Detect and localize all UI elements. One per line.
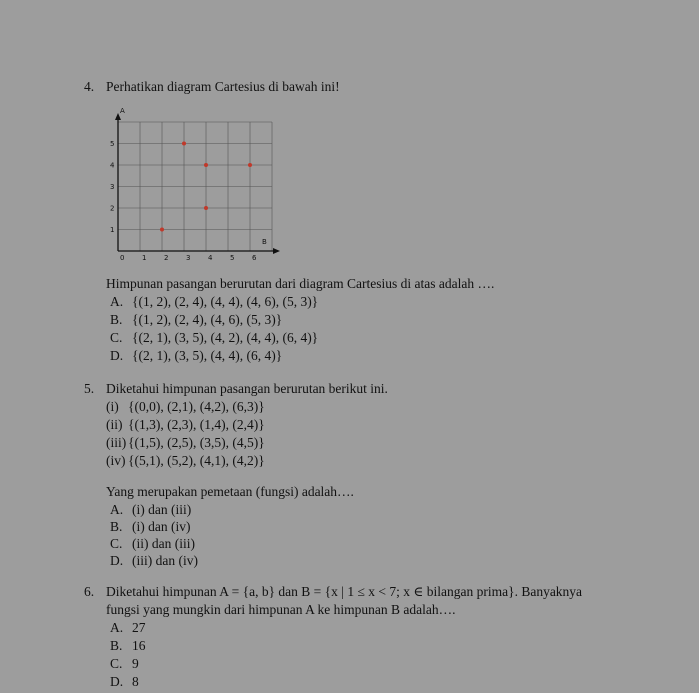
q6-option-a-text[interactable]: 27 <box>132 620 146 635</box>
q5-option-c-letter[interactable]: C. <box>110 536 123 551</box>
q5-option-d-letter[interactable]: D. <box>110 553 124 568</box>
q5-item-i-label: (i) <box>106 399 119 414</box>
q4-option-d-text[interactable]: {(2, 1), (3, 5), (4, 4), (6, 4)} <box>132 348 283 363</box>
question-6-number: 6. <box>84 584 95 599</box>
q6-option-c-letter[interactable]: C. <box>110 656 123 671</box>
y-axis-label: A <box>120 108 125 115</box>
question-6-line-2: fungsi yang mungkin dari himpunan A ke himpunan B adalah…. <box>106 602 456 617</box>
x-axis-label: B <box>262 238 267 246</box>
y-tick-label: 4 <box>110 161 115 170</box>
q5-option-a-text[interactable]: (i) dan (iii) <box>132 502 192 517</box>
q6-option-c-text[interactable]: 9 <box>132 656 139 671</box>
x-tick-label: 0 <box>120 254 125 260</box>
x-axis-arrow <box>273 248 280 254</box>
question-4-text: Himpunan pasangan berurutan dari diagram Cartesius di atas adalah …. <box>106 276 495 291</box>
tick-labels <box>110 140 257 260</box>
q5-item-ii-set: {(1,3), (2,3), (1,4), (2,4)} <box>128 417 265 432</box>
q4-option-c-letter[interactable]: C. <box>110 330 123 345</box>
q4-option-b-letter[interactable]: B. <box>110 312 123 327</box>
cartesian-diagram <box>106 108 286 260</box>
x-tick-label: 5 <box>230 254 235 260</box>
q5-item-iv-label: (iv) <box>106 453 126 468</box>
x-tick-label: 6 <box>252 254 257 260</box>
q4-option-a-letter[interactable]: A. <box>110 294 124 309</box>
q6-option-d-letter[interactable]: D. <box>110 674 124 689</box>
q5-item-ii-label: (ii) <box>106 417 123 432</box>
q5-option-b-letter[interactable]: B. <box>110 519 123 534</box>
q5-item-iii-label: (iii) <box>106 435 127 450</box>
x-tick-label: 1 <box>142 254 147 260</box>
x-tick-label: 4 <box>208 254 213 260</box>
y-tick-label: 2 <box>110 204 115 213</box>
q6-option-b-letter[interactable]: B. <box>110 638 123 653</box>
q5-item-i-set: {(0,0), (2,1), (4,2), (6,3)} <box>128 399 265 414</box>
x-tick-label: 3 <box>186 254 191 260</box>
q4-option-d-letter[interactable]: D. <box>110 348 124 363</box>
q5-option-a-letter[interactable]: A. <box>110 502 124 517</box>
q5-option-c-text[interactable]: (ii) dan (iii) <box>132 536 195 551</box>
q6-option-d-text[interactable]: 8 <box>132 674 139 689</box>
y-tick-label: 5 <box>110 140 115 148</box>
q6-option-b-text[interactable]: 16 <box>132 638 146 653</box>
data-point <box>182 142 186 146</box>
data-point <box>248 163 252 167</box>
question-5-number: 5. <box>84 381 95 396</box>
q5-item-iv-set: {(5,1), (5,2), (4,1), (4,2)} <box>128 453 265 468</box>
question-6-line-1: Diketahui himpunan A = {a, b} dan B = {x | 1 ≤ x < 7; x ∈ bilangan prima}. Banyaknya <box>106 584 583 599</box>
data-point <box>204 206 208 210</box>
question-5-prompt: Diketahui himpunan pasangan berurutan berikut ini. <box>106 381 388 396</box>
y-tick-label: 3 <box>110 183 115 191</box>
q4-option-a-text[interactable]: {(1, 2), (2, 4), (4, 4), (4, 6), (5, 3)} <box>132 294 319 309</box>
question-4-number: 4. <box>84 79 95 94</box>
data-point <box>160 228 164 232</box>
data-point <box>204 163 208 167</box>
question-5-text: Yang merupakan pemetaan (fungsi) adalah…. <box>106 484 354 499</box>
question-4-prompt: Perhatikan diagram Cartesius di bawah ini! <box>106 79 340 94</box>
q5-item-iii-set: {(1,5), (2,5), (3,5), (4,5)} <box>128 435 265 450</box>
q6-option-a-letter[interactable]: A. <box>110 620 124 635</box>
q5-option-b-text[interactable]: (i) dan (iv) <box>132 519 191 534</box>
q4-option-b-text[interactable]: {(1, 2), (2, 4), (4, 6), (5, 3)} <box>132 312 283 327</box>
grid-lines <box>118 122 272 251</box>
x-tick-label: 2 <box>164 254 169 260</box>
y-tick-label: 1 <box>110 226 115 234</box>
q5-option-d-text[interactable]: (iii) dan (iv) <box>132 553 198 568</box>
q4-option-c-text[interactable]: {(2, 1), (3, 5), (4, 2), (4, 4), (6, 4)} <box>132 330 319 345</box>
